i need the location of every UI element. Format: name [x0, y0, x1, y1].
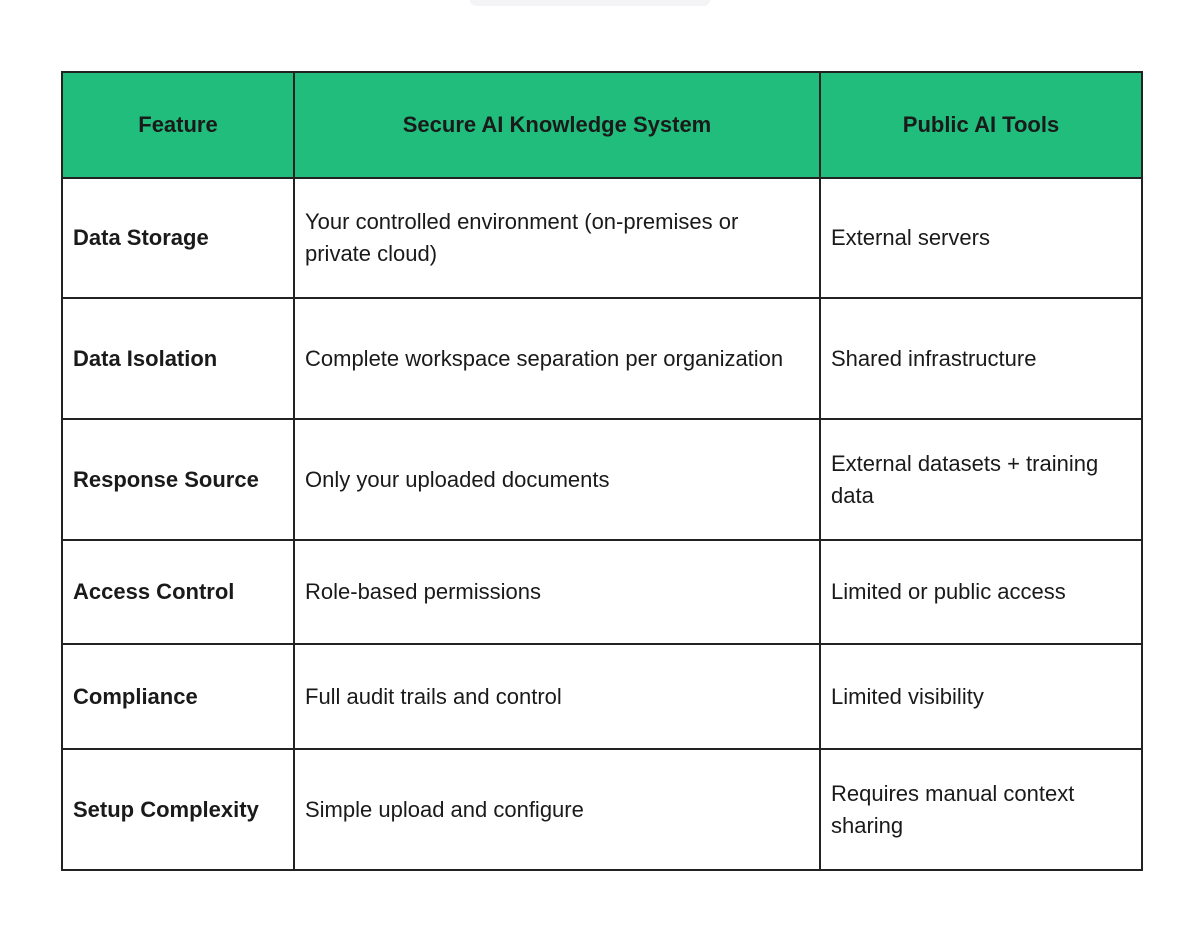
public-cell: Limited visibility	[820, 644, 1142, 749]
public-cell: Requires manual context sharing	[820, 749, 1142, 870]
secure-cell: Only your uploaded documents	[294, 419, 820, 540]
secure-cell: Your controlled environment (on-premises or private cloud)	[294, 178, 820, 298]
feature-cell: Data Isolation	[62, 298, 294, 419]
header-public-ai: Public AI Tools	[820, 72, 1142, 178]
comparison-table	[61, 71, 1143, 871]
header-secure-ai: Secure AI Knowledge System	[294, 72, 820, 178]
public-cell: Limited or public access	[820, 540, 1142, 644]
table-row	[62, 749, 1142, 870]
table-row	[62, 540, 1142, 644]
secure-cell: Role-based permissions	[294, 540, 820, 644]
table-row	[62, 298, 1142, 419]
feature-cell: Data Storage	[62, 178, 294, 298]
public-cell: External servers	[820, 178, 1142, 298]
public-cell: Shared infrastructure	[820, 298, 1142, 419]
feature-cell: Setup Complexity	[62, 749, 294, 870]
secure-cell: Simple upload and configure	[294, 749, 820, 870]
public-cell: External datasets + training data	[820, 419, 1142, 540]
table-row	[62, 178, 1142, 298]
top-decoration	[470, 0, 710, 6]
secure-cell: Complete workspace separation per organization	[294, 298, 820, 419]
secure-cell: Full audit trails and control	[294, 644, 820, 749]
table-row	[62, 644, 1142, 749]
table-row	[62, 419, 1142, 540]
feature-cell: Response Source	[62, 419, 294, 540]
feature-cell: Access Control	[62, 540, 294, 644]
header-feature: Feature	[62, 72, 294, 178]
feature-cell: Compliance	[62, 644, 294, 749]
header-row	[62, 72, 1142, 178]
